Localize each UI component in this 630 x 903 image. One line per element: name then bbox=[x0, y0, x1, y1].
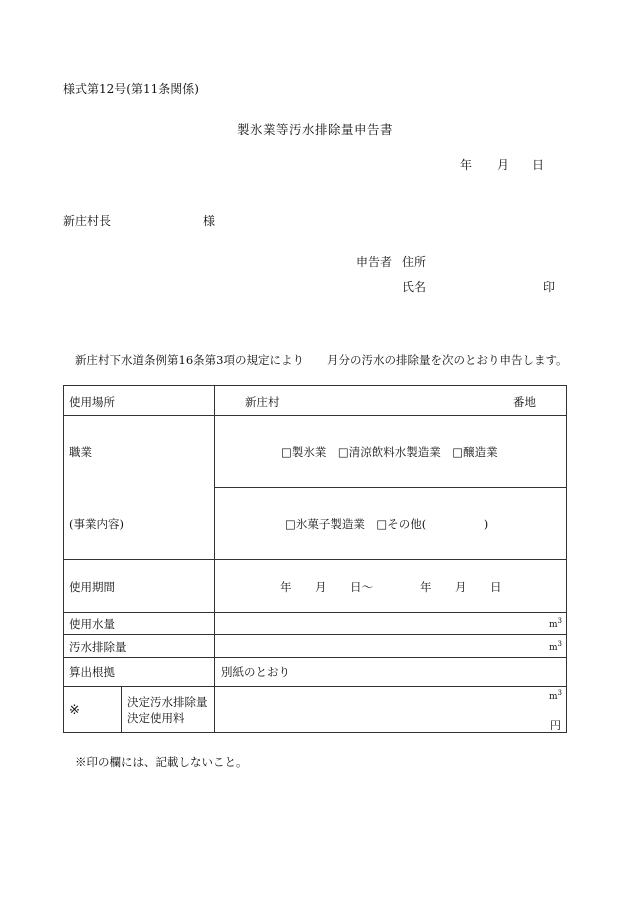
table-row-line bbox=[214, 487, 566, 488]
applicant-name-label: 氏名 bbox=[402, 280, 427, 294]
date-year: 年 bbox=[460, 158, 473, 172]
period-to-month: 月 bbox=[455, 580, 467, 594]
period-from-month: 月 bbox=[315, 580, 327, 594]
table-row-line bbox=[63, 415, 566, 416]
decided-sewage-label: 決定汚水排除量 bbox=[127, 695, 208, 709]
table-border-bottom bbox=[63, 732, 566, 733]
decided-sewage-unit: $m^3$ bbox=[549, 689, 563, 702]
water-volume-unit: $m^3$ bbox=[549, 617, 563, 630]
business-label: (事業内容) bbox=[69, 517, 124, 531]
table-row-line bbox=[63, 559, 566, 560]
sewage-volume-unit: $m^3$ bbox=[549, 640, 563, 653]
period-to-year: 年 bbox=[420, 580, 432, 594]
addressee-honorific: 様 bbox=[203, 214, 216, 228]
office-use-mark: ※ bbox=[69, 703, 80, 718]
water-volume-label: 使用水量 bbox=[69, 617, 115, 631]
location-village: 新庄村 bbox=[245, 395, 280, 409]
table-office-divider bbox=[121, 686, 122, 733]
table-border-right bbox=[566, 385, 567, 733]
document-title: 製氷業等汚水排除量申告書 bbox=[236, 122, 393, 137]
table-row-line bbox=[63, 657, 566, 658]
applicant-label: 申告者 bbox=[356, 255, 393, 269]
addressee-name: 新庄村長 bbox=[63, 214, 112, 228]
table-row-line bbox=[63, 634, 566, 635]
table-row-line bbox=[63, 686, 566, 687]
period-label: 使用期間 bbox=[69, 580, 115, 594]
location-banchi: 番地 bbox=[513, 395, 536, 409]
seal-mark: 印 bbox=[543, 280, 556, 294]
date-day: 日 bbox=[532, 158, 545, 172]
period-from-year: 年 bbox=[280, 580, 292, 594]
occupation-label: 職業 bbox=[69, 445, 92, 459]
applicant-address-label: 住所 bbox=[402, 255, 427, 269]
table-row-line bbox=[63, 612, 566, 613]
table-border-top bbox=[63, 385, 566, 386]
location-label: 使用場所 bbox=[69, 395, 115, 409]
statement-text: 新庄村下水道条例第16条第3項の規定により 月分の汚水の排除量を次のとおり申告します。 bbox=[75, 353, 568, 367]
basis-value: 別紙のとおり bbox=[221, 665, 290, 679]
period-to-day: 日 bbox=[490, 580, 502, 594]
date-month: 月 bbox=[497, 158, 510, 172]
period-from-day: 日〜 bbox=[350, 580, 373, 594]
form-number: 様式第12号(第11条関係) bbox=[63, 82, 199, 96]
basis-label: 算出根拠 bbox=[69, 665, 115, 679]
occupation-options-row1: □製氷業 □清涼飲料水製造業 □醸造業 bbox=[281, 445, 498, 459]
footnote: ※印の欄には、記載しないこと。 bbox=[75, 755, 248, 769]
occupation-options-row2: □氷菓子製造業 □その他( ) bbox=[285, 517, 489, 531]
sewage-volume-label: 汚水排除量 bbox=[69, 640, 127, 654]
decided-fee-label: 決定使用料 bbox=[127, 711, 185, 725]
decided-fee-unit: 円 bbox=[550, 719, 561, 732]
